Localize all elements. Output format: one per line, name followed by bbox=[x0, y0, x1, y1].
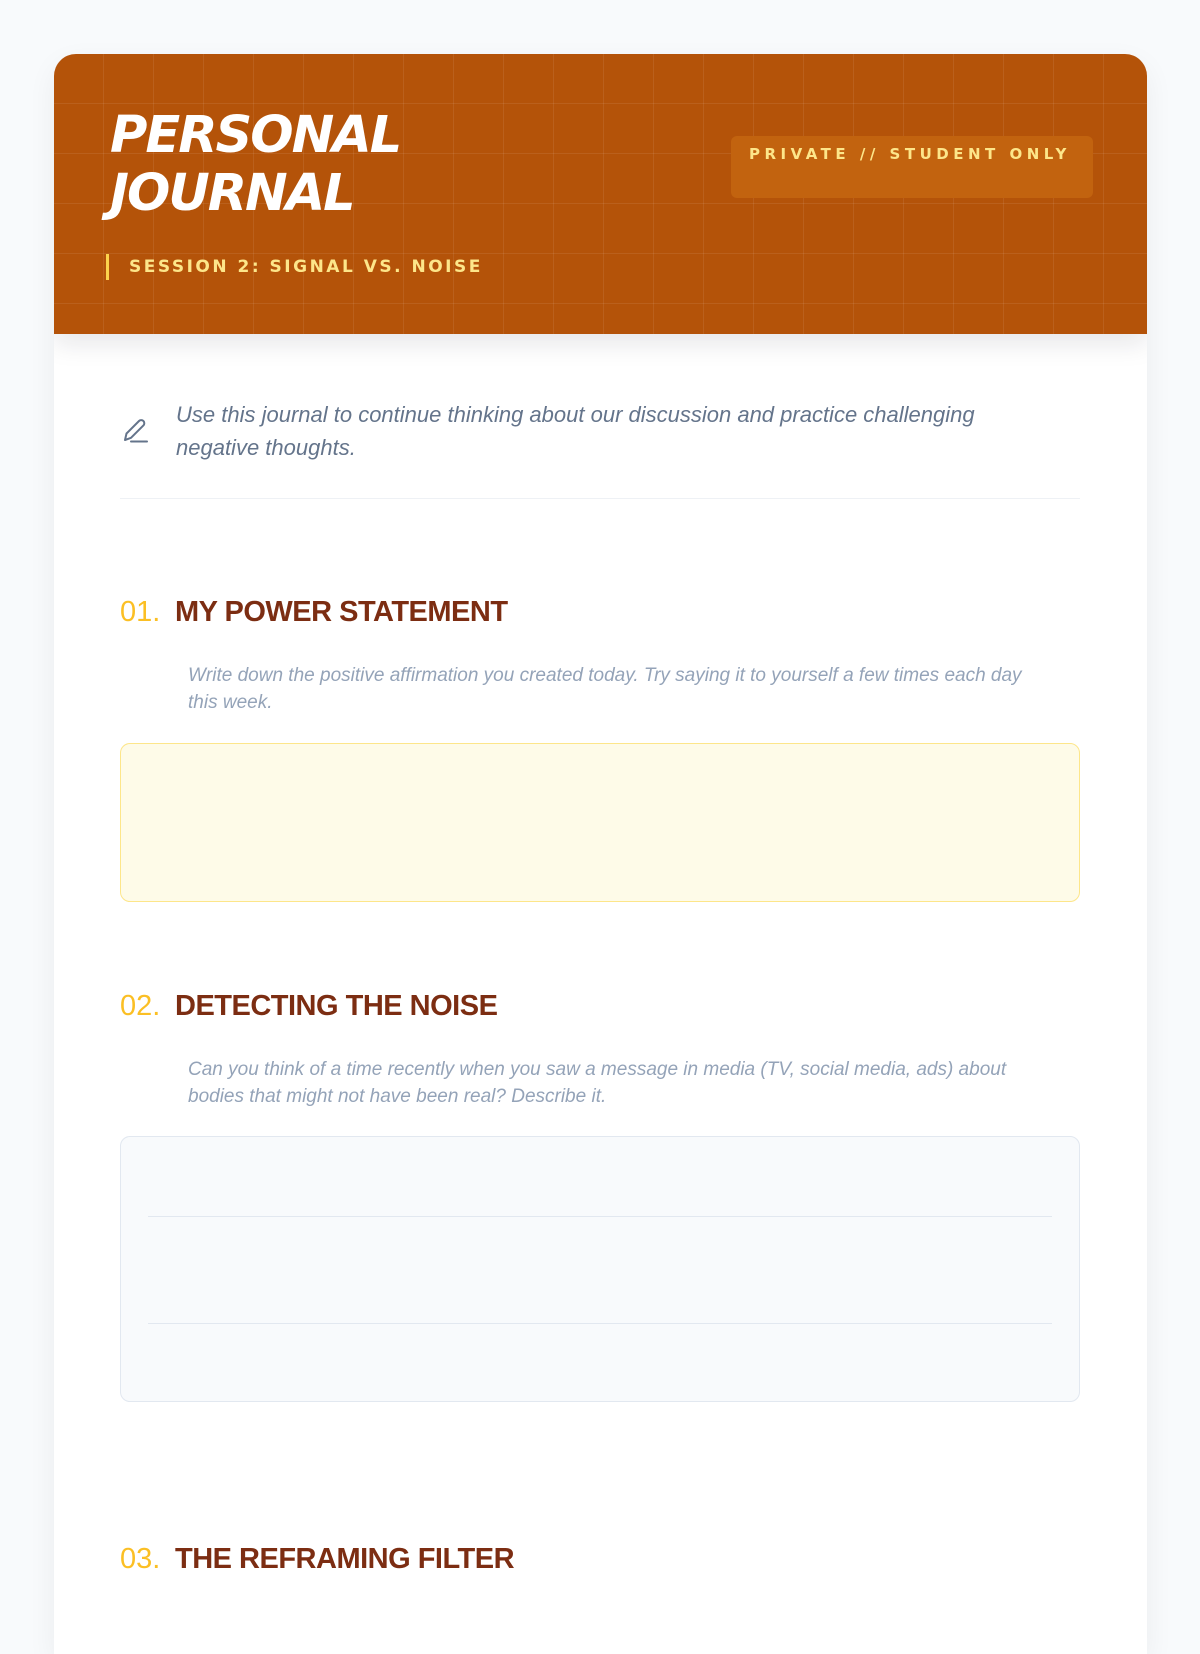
section-number: 01. bbox=[120, 596, 161, 628]
journal-title-line-2: JOURNAL bbox=[110, 164, 354, 223]
section-title: MY POWER STATEMENT bbox=[175, 596, 508, 628]
section-number: 02. bbox=[120, 990, 161, 1022]
journal-header bbox=[54, 54, 1147, 334]
intro-note bbox=[120, 398, 1080, 499]
writing-line bbox=[148, 1216, 1052, 1217]
privacy-badge: PRIVATE // STUDENT ONLY bbox=[731, 136, 1093, 198]
session-label: SESSION 2: SIGNAL VS. NOISE bbox=[106, 254, 483, 280]
section-number: 03. bbox=[120, 1543, 161, 1575]
section-title: DETECTING THE NOISE bbox=[175, 990, 498, 1022]
power-statement-answer-field[interactable] bbox=[120, 743, 1080, 902]
section-title: THE REFRAMING FILTER bbox=[175, 1543, 515, 1575]
detecting-noise-answer-field[interactable] bbox=[120, 1136, 1080, 1402]
intro-text: Use this journal to continue thinking about our discussion and practice challenging negative thoughts. bbox=[176, 402, 975, 460]
pencil-icon bbox=[120, 416, 150, 446]
journal-card bbox=[54, 54, 1147, 1654]
section-prompt: Write down the positive affirmation you created today. Try saying it to yourself a few times each day this week. bbox=[188, 665, 1022, 713]
journal-title-line-1: PERSONAL bbox=[110, 106, 401, 165]
writing-line bbox=[148, 1323, 1052, 1324]
section-prompt: Can you think of a time recently when you saw a message in media (TV, social media, ads) about bodies that might not have been real? Describe it. bbox=[188, 1059, 1007, 1107]
